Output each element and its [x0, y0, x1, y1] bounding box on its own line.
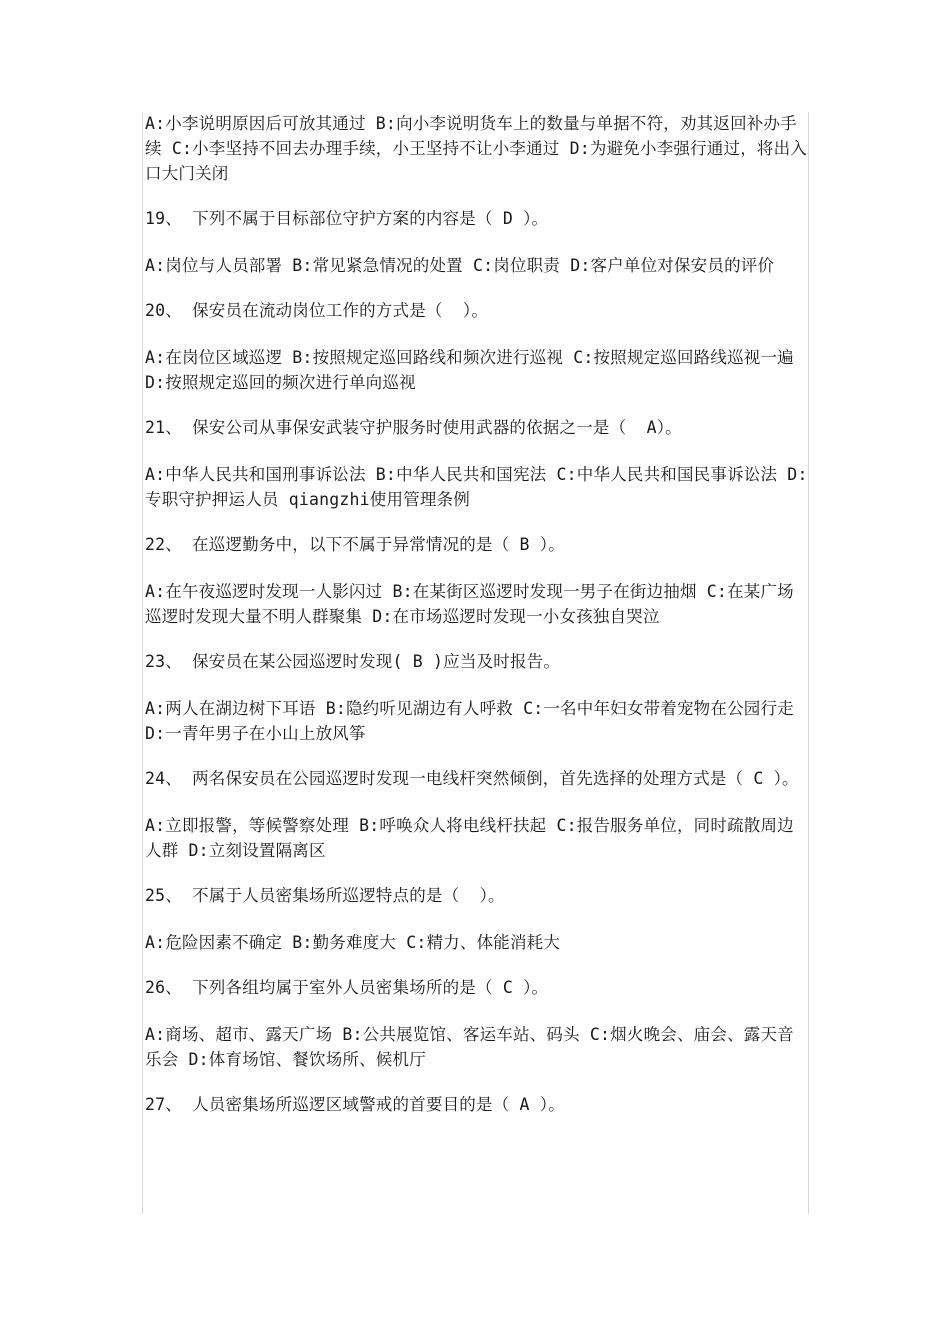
- question-22: 22、 在巡逻勤务中，以下不属于异常情况的是（ B ）。: [145, 535, 565, 554]
- question-21: 21、 保安公司从事保安武装守护服务时使用武器的依据之一是（ A）。: [145, 418, 682, 437]
- question-23: 23、 保安员在某公园巡逻时发现( B )应当及时报告。: [145, 652, 561, 671]
- options-text: A:小李说明原因后可放其通过 B:向小李说明货车上的数量与单据不符，劝其返回补办手续 C:小李坚持不回去办理手续，小王坚持不让小李通过 D:为避免小李强行通过，将出入口大门关闭: [145, 114, 808, 183]
- options-23: A:两人在湖边树下耳语 B:隐约听见湖边有人呼救 C:一名中年妇女带着宠物在公园行走 D:一青年男子在小山上放风筝: [145, 699, 805, 743]
- question-26: 26、 下列各组均属于室外人员密集场所的是（ C ）。: [145, 978, 549, 997]
- options-20: A:在岗位区域巡逻 B:按照规定巡回路线和频次进行巡视 C:按照规定巡回路线巡视一遍 D:按照规定巡回的频次进行单向巡视: [145, 348, 805, 392]
- question-20: 20、 保安员在流动岗位工作的方式是（ ）。: [145, 301, 489, 320]
- question-25: 25、 不属于人员密集场所巡逻特点的是（ ）。: [145, 886, 505, 905]
- question-27: 27、 人员密集场所巡逻区域警戒的首要目的是（ A ）。: [145, 1095, 565, 1114]
- question-19: 19、 下列不属于目标部位守护方案的内容是（ D ）。: [145, 209, 549, 228]
- options-26: A:商场、超市、露天广场 B:公共展览馆、客运车站、码头 C:烟火晚会、庙会、露天音乐会 D:体育场馆、餐饮场所、候机厅: [145, 1025, 794, 1069]
- options-21: A:中华人民共和国刑事诉讼法 B:中华人民共和国宪法 C:中华人民共和国民事诉讼法 D:专职守护押运人员 qiangzhi使用管理条例: [145, 465, 808, 509]
- document-body: [145, 111, 809, 1139]
- question-24: 24、 两名保安员在公园巡逻时发现一电线杆突然倾倒，首先选择的处理方式是（ C ）。: [145, 769, 799, 788]
- left-margin-rule: [142, 112, 143, 1214]
- options-19: A:岗位与人员部署 B:常见紧急情况的处置 C:岗位职责 D:客户单位对保安员的评价: [145, 256, 775, 275]
- options-22: A:在午夜巡逻时发现一人影闪过 B:在某街区巡逻时发现一男子在街边抽烟 C:在某广场巡逻时发现大量不明人群聚集 D:在市场巡逻时发现一小女孩独自哭泣: [145, 582, 794, 626]
- options-24: A:立即报警，等候警察处理 B:呼唤众人将电线杆扶起 C:报告服务单位，同时疏散周边人群 D:立刻设置隔离区: [145, 816, 794, 860]
- options-25: A:危险因素不确定 B:勤务难度大 C:精力、体能消耗大: [145, 933, 561, 952]
